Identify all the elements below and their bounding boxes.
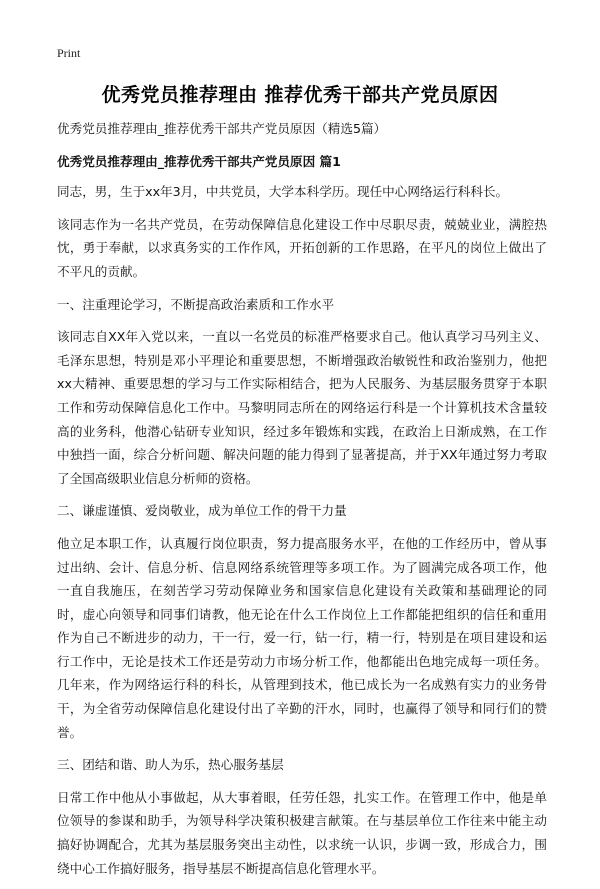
document-subtitle: 优秀党员推荐理由_推荐优秀干部共产党员原因（精选5篇） [57, 121, 387, 136]
article-heading: 优秀党员推荐理由_推荐优秀干部共产党员原因 篇1 [57, 153, 341, 169]
paragraph-summary: 该同志作为一名共产党员，在劳动保障信息化建设工作中尽职尽责，兢兢业业，满腔热忱，勇于奉献，以求真务实的工作作风，开拓创新的工作思路，在平凡的岗位上做出了不平凡的贡献。 [57, 216, 547, 279]
paragraph-section-2: 他立足本职工作，认真履行岗位职责，努力提高服务水平，在他的工作经历中，曾从事过出纳、会计、信息分析、信息网络系统管理等多项工作。为了圆满完成各项工作，他一直自我施压，在刻苦学习劳动保障业务和国家信息化建设有关政策和基础理论的同时，虚心向领导和同事们请教，他无论在什么工作岗位上工作都能把组织的信任和重用作为自己不断进步的动力，干一行，爱一行，钻一行，精一行，特别是在项目建设和运行工作中，无论是技术工作还是劳动力市场分析工作，他都能出色地完成每一项任务。几年来，作为网络运行科的科长，从管理到技术，他已成长为一名成熟有实力的业务骨干，为全省劳动保障信息化建设付出了辛勤的汗水，同时，也赢得了领导和同行们的赞誉。 [57, 535, 547, 740]
section-heading-2: 二、谦虚谨慎、爱岗敬业，成为单位工作的骨干力量 [57, 503, 347, 519]
document-title: 优秀党员推荐理由 推荐优秀干部共产党员原因 [101, 84, 499, 106]
paragraph-section-1: 该同志自XX年入党以来，一直以一名党员的标准严格要求自己。他认真学习马列主义、毛泽东思想，特别是邓小平理论和重要思想，不断增强政治敏锐性和政治鉴别力，他把xx大精神、重要思想的学习与工作实际相结合，把为人民服务、为基层服务贯穿于本职工作和劳动保障信息化工作中。马黎明同志所在的网络运行科是一个计算机技术含量较高的业务科，他潜心钻研专业知识，经过多年锻炼和实践，在政治上日渐成熟，在工作中独挡一面，综合分析问题、解决问题的能力得到了显著提高，并于XX年通过努力考取了全国高级职业信息分析师的资格。 [57, 329, 547, 486]
print-label: Print [57, 46, 81, 60]
section-heading-1: 一、注重理论学习，不断提高政治素质和工作水平 [57, 296, 335, 312]
paragraph-section-3: 日常工作中他从小事做起，从大事着眼，任劳任怨，扎实工作。在管理工作中，他是单位领导的参谋和助手，为领导科学决策积极建言献策。在与基层单位工作往来中能主动搞好协调配合，尤其为基层服务突出主动性，以求统一认识，步调一致，形成合力，围绕中心工作搞好服务，指导基层不断提高信息化管理水平。 [57, 789, 547, 876]
document-body [57, 117, 547, 889]
section-heading-3: 三、团结和谐、助人为乐，热心服务基层 [57, 757, 284, 773]
paragraph-intro: 同志，男，生于xx年3月，中共党员，大学本科学历。现任中心网络运行科科长。 [57, 184, 509, 200]
